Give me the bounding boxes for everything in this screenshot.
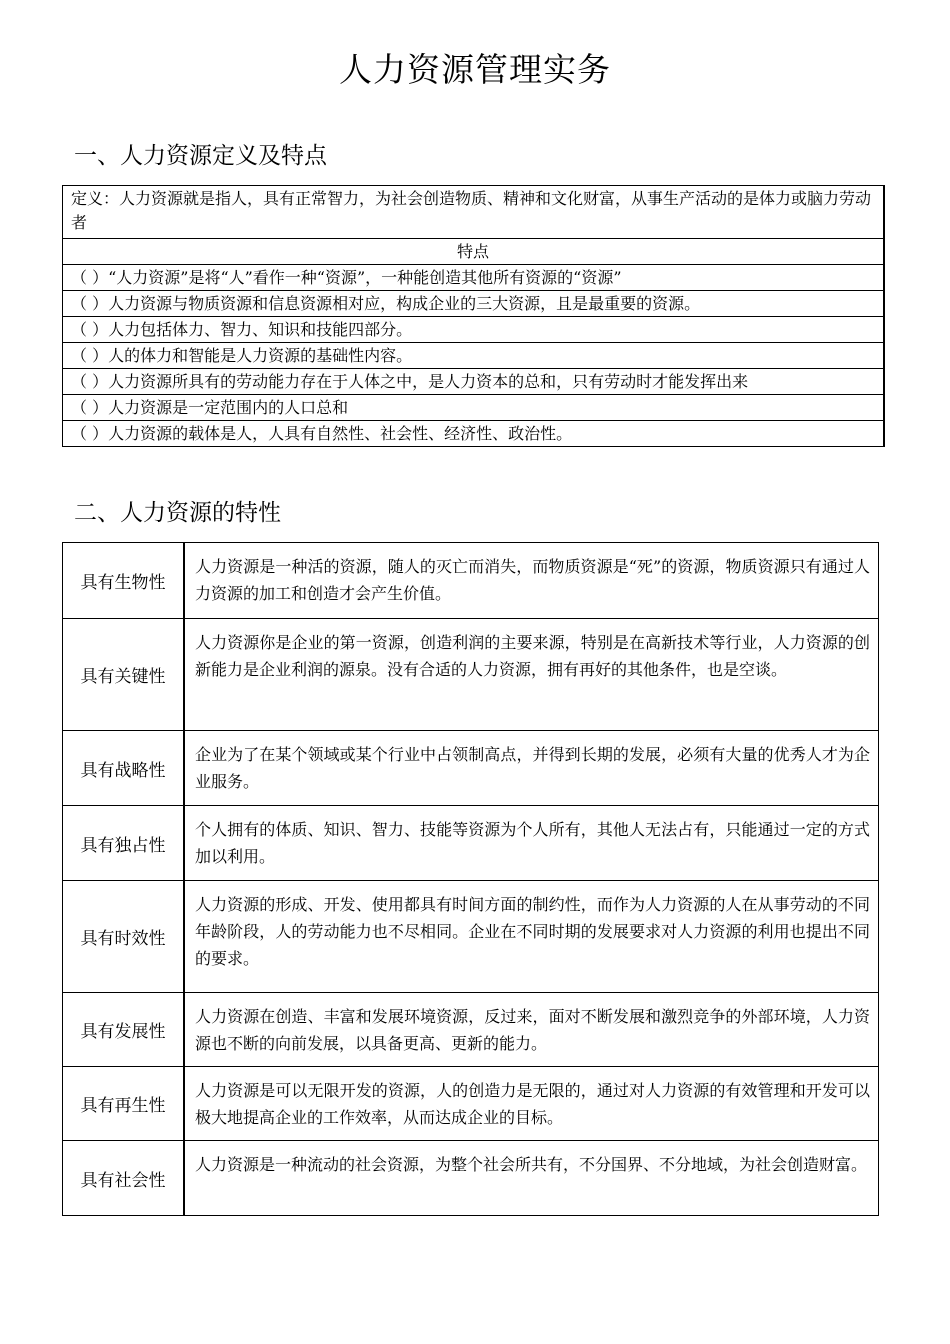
characteristic-label: 具有战略性	[63, 731, 185, 805]
table-row	[63, 1140, 878, 1215]
document-title: 人力资源管理实务	[339, 50, 611, 89]
characteristic-label: 具有时效性	[63, 881, 185, 992]
table-row	[63, 543, 878, 618]
feature-row: （ ）人力资源所具有的劳动能力存在于人体之中，是人力资本的总和，只有劳动时才能发挥出来	[63, 368, 883, 394]
characteristic-description: 个人拥有的体质、知识、智力、技能等资源为个人所有，其他人无法占有，只能通过一定的方式加以利用。	[195, 820, 870, 866]
characteristics-table	[62, 542, 879, 1216]
characteristic-label: 具有发展性	[63, 993, 185, 1066]
feature-row: （ ）人力资源是一定范围内的人口总和	[63, 394, 883, 420]
table-row	[63, 730, 878, 805]
characteristic-description: 人力资源在创造、丰富和发展环境资源，反过来，面对不断发展和激烈竞争的外部环境，人力资源也不断的向前发展，以具备更高、更新的能力。	[195, 1007, 870, 1053]
characteristic-description: 人力资源是可以无限开发的资源，人的创造力是无限的，通过对人力资源的有效管理和开发可以极大地提高企业的工作效率，从而达成企业的目标。	[195, 1081, 870, 1127]
feature-row: （ ）人的体力和智能是人力资源的基础性内容。	[63, 342, 883, 368]
features-header-cell: 特点	[63, 238, 883, 264]
characteristic-description: 人力资源你是企业的第一资源，创造利润的主要来源，特别是在高新技术等行业，人力资源的创新能力是企业利润的源泉。没有合适的人力资源，拥有再好的其他条件，也是空谈。	[195, 633, 870, 679]
feature-row: （ ）人力资源的载体是人，人具有自然性、社会性、经济性、政治性。	[63, 420, 883, 446]
table-row	[63, 992, 878, 1066]
feature-row: （ ）人力包括体力、智力、知识和技能四部分。	[63, 316, 883, 342]
feature-row: （ ）人力资源与物质资源和信息资源相对应，构成企业的三大资源，且是最重要的资源。	[63, 290, 883, 316]
definition-cell: 定义：人力资源就是指人，具有正常智力，为社会创造物质、精神和文化财富，从事生产活动的是体力或脑力劳动者	[71, 189, 872, 232]
characteristic-description: 人力资源的形成、开发、使用都具有时间方面的制约性，而作为人力资源的人在从事劳动的不同年龄阶段，人的劳动能力也不尽相同。企业在不同时期的发展要求对人力资源的利用也提出不同的要求。	[195, 895, 870, 968]
section-2-heading: 二、人力资源的特性	[74, 500, 281, 526]
characteristic-label: 具有再生性	[63, 1067, 185, 1140]
characteristic-label: 具有关键性	[63, 619, 185, 730]
characteristic-label: 具有社会性	[63, 1141, 185, 1215]
table-row	[63, 880, 878, 992]
characteristic-description: 人力资源是一种流动的社会资源，为整个社会所共有，不分国界、不分地域，为社会创造财富。	[195, 1155, 868, 1174]
table-row	[63, 805, 878, 880]
table-row	[63, 1066, 878, 1140]
feature-row: （ ）“人力资源”是将“人”看作一种“资源”，一种能创造其他所有资源的“资源”	[63, 264, 883, 290]
characteristic-description: 企业为了在某个领域或某个行业中占领制高点，并得到长期的发展，必须有大量的优秀人才为企业服务。	[195, 745, 870, 791]
characteristic-label: 具有生物性	[63, 543, 185, 618]
section-1-heading: 一、人力资源定义及特点	[74, 143, 327, 169]
characteristic-label: 具有独占性	[63, 806, 185, 880]
table-row	[63, 618, 878, 730]
definition-features-table	[62, 185, 885, 447]
characteristic-description: 人力资源是一种活的资源，随人的灭亡而消失，而物质资源是“死”的资源，物质资源只有通过人力资源的加工和创造才会产生价值。	[195, 557, 870, 603]
